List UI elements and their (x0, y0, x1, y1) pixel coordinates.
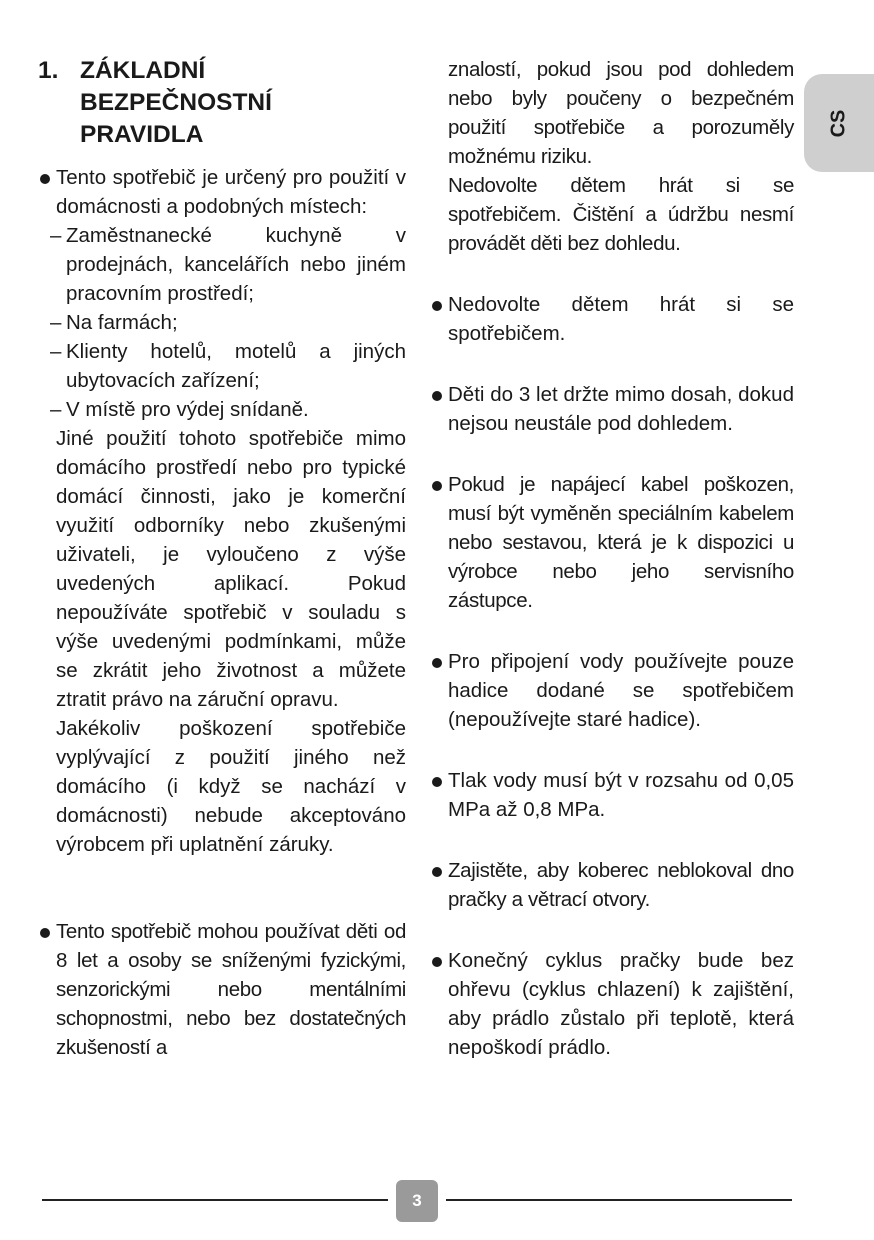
bullet-children-use: Tento spotřebič mohou používat děti od 8 let a osoby se sníženými fyzickými, senzorickými nebo mentálními schopnostmi, nebo bez dostatečných zkušeností a (38, 917, 406, 1062)
warranty-paragraph: Jakékoliv poškození spotřebiče vyplývající z použití jiného než domácího (i když se nachází v domácnosti) nebude akceptováno výrobcem při uplatnění záruky. (56, 717, 406, 856)
bullet-no-play: Nedovolte dětem hrát si se spotřebičem. (430, 290, 794, 348)
children-play-cleaning: Nedovolte dětem hrát si se spotřebičem. Čištění a údržbu nesmí provádět děti bez dohledu. (448, 174, 794, 255)
section-title-line-2: BEZPEČNOSTNÍ (80, 89, 272, 116)
language-tab-label: CS (827, 109, 850, 137)
page-number: 3 (396, 1180, 438, 1222)
bullet-power-cable: Pokud je napájecí kabel poškozen, musí být vyměněn speciálním kabelem nebo sestavou, která je k dispozici u výrobce nebo jeho servisního zástupce. (430, 470, 794, 615)
bullet-intended-use: Tento spotřebič je určený pro použití v domácnosti a podobných místech: (38, 163, 406, 221)
usage-places-list (38, 221, 406, 424)
footer-rule-right (446, 1199, 792, 1201)
bullet-under-3: Děti do 3 let držte mimo dosah, dokud nejsou neustále pod dohledem. (430, 380, 794, 438)
list-item: – V místě pro výdej snídaně. (66, 395, 406, 424)
children-use-continued: znalostí, pokud jsou pod dohledem nebo byly poučeny o bezpečném použití spotřebiče a porozuměly možnému riziku. (448, 58, 794, 168)
list-item: – Zaměstnanecké kuchyně v prodejnách, kancelářích nebo jiném pracovním prostředí; (66, 221, 406, 308)
section-title (80, 55, 272, 151)
section-heading (38, 55, 406, 151)
footer-rule-left (42, 1199, 388, 1201)
right-column (430, 55, 794, 1062)
other-use-paragraph: Jiné použití tohoto spotřebiče mimo domácího prostředí nebo pro typické domácí činnosti, jako je komerční využití odborníky nebo zkušenými uživateli, je vyloučeno z výše uvedených aplikací. Pokud nepoužíváte spotřebič v souladu s výše uvedenými podmínkami, může se zkrátit jeho životnost a můžete ztratit právo na záruční opravu. (56, 427, 406, 711)
bullet-final-cycle: Konečný cyklus pračky bude bez ohřevu (cyklus chlazení) k zajištění, aby prádlo zůstalo při teplotě, která nepoškodí prádlo. (430, 946, 794, 1062)
list-item: – Klienty hotelů, motelů a jiných ubytovacích zařízení; (66, 337, 406, 395)
language-tab (804, 74, 874, 172)
bullet-water-hoses: Pro připojení vody používejte pouze hadice dodané se spotřebičem (nepoužívejte staré hadice). (430, 647, 794, 734)
section-title-line-3: PRAVIDLA (80, 121, 204, 148)
left-column (38, 55, 406, 1062)
bullet-water-pressure: Tlak vody musí být v rozsahu od 0,05 MPa až 0,8 MPa. (430, 766, 794, 824)
section-number: 1. (38, 57, 59, 84)
list-item: – Na farmách; (66, 308, 406, 337)
bullet-carpet: Zajistěte, aby koberec neblokoval dno pračky a větrací otvory. (430, 856, 794, 914)
section-title-line-1: ZÁKLADNÍ (80, 57, 206, 84)
